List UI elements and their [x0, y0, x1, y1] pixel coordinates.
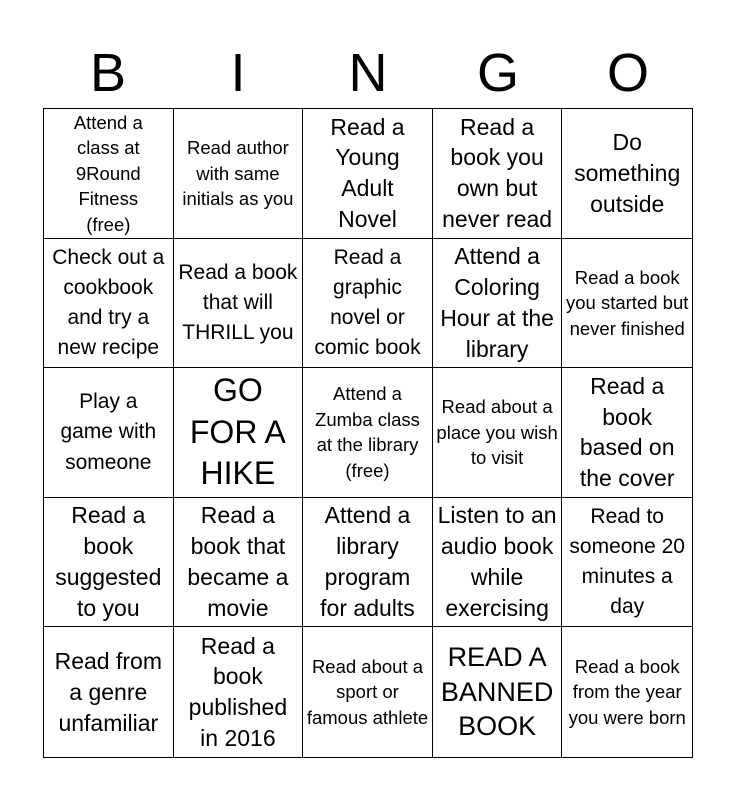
cell-text: Read a Young Adult Novel — [330, 113, 405, 233]
cell-text: Read a book you own but never read — [442, 113, 553, 233]
bingo-cell[interactable] — [433, 627, 563, 757]
bingo-cell[interactable] — [174, 239, 304, 369]
bingo-cell[interactable] — [174, 109, 304, 239]
bingo-cell[interactable] — [433, 109, 563, 239]
bingo-cell[interactable] — [303, 368, 433, 498]
cell-text: Read a book from the year you were born — [568, 655, 686, 728]
bingo-cell[interactable] — [303, 498, 433, 628]
cell-text: Read author with same initials as you — [182, 137, 294, 210]
bingo-cell[interactable] — [174, 627, 304, 757]
bingo-cell[interactable] — [562, 368, 692, 498]
cell-text: Attend a Coloring Hour at the library — [440, 243, 554, 362]
bingo-header — [43, 38, 693, 108]
bingo-cell[interactable] — [562, 239, 692, 369]
bingo-cell[interactable] — [44, 627, 174, 757]
header-letter-i: I — [230, 43, 246, 103]
cell-text: Attend a library program for adults — [320, 502, 415, 621]
bingo-cell[interactable] — [174, 498, 304, 628]
cell-text: Listen to an audio book while exercising — [437, 502, 557, 621]
header-letter-o: O — [606, 43, 649, 103]
cell-text: Read a book you started but never finished — [566, 266, 689, 339]
cell-text: READ A BANNED BOOK — [440, 642, 554, 742]
cell-text: Attend a class at 9Round Fitness (free) — [73, 111, 143, 235]
bingo-cell[interactable] — [433, 368, 563, 498]
bingo-board — [43, 108, 693, 758]
bingo-cell[interactable] — [44, 239, 174, 369]
bingo-cell[interactable] — [562, 627, 692, 757]
bingo-cell[interactable] — [562, 109, 692, 239]
cell-text: Read from a genre unfamiliar — [54, 647, 162, 736]
bingo-cell[interactable] — [303, 109, 433, 239]
cell-text: GO FOR A HIKE — [189, 372, 286, 492]
cell-text: Read a book published in 2016 — [188, 632, 288, 751]
cell-text: Do something outside — [574, 129, 681, 217]
cell-text: Read a book that will THRILL you — [178, 260, 298, 344]
bingo-cell[interactable] — [562, 498, 692, 628]
bingo-cell[interactable] — [44, 109, 174, 239]
bingo-cell[interactable] — [433, 498, 563, 628]
cell-text: Read about a place you wish to visit — [436, 396, 558, 469]
header-letter-b: B — [89, 43, 127, 103]
cell-text: Play a game with someone — [60, 390, 157, 474]
cell-text: Read a book that became a movie — [187, 502, 289, 621]
cell-text: Read to someone 20 minutes a day — [569, 505, 685, 619]
cell-text: Read a graphic novel or comic book — [314, 245, 421, 359]
bingo-cell[interactable] — [303, 627, 433, 757]
bingo-cell[interactable] — [303, 239, 433, 369]
bingo-cell[interactable] — [433, 239, 563, 369]
bingo-cell[interactable] — [174, 368, 304, 498]
bingo-cell[interactable] — [44, 498, 174, 628]
bingo-cell[interactable] — [44, 368, 174, 498]
cell-text: Read a book suggested to you — [55, 502, 162, 621]
cell-text: Check out a cookbook and try a new recipe — [52, 245, 165, 359]
cell-text: Read a book based on the cover — [579, 372, 675, 492]
cell-text: Attend a Zumba class at the library (free) — [315, 383, 420, 481]
header-letter-g: G — [476, 43, 519, 103]
header-letter-n: N — [348, 43, 388, 103]
cell-text: Read about a sport or famous athlete — [306, 655, 429, 728]
